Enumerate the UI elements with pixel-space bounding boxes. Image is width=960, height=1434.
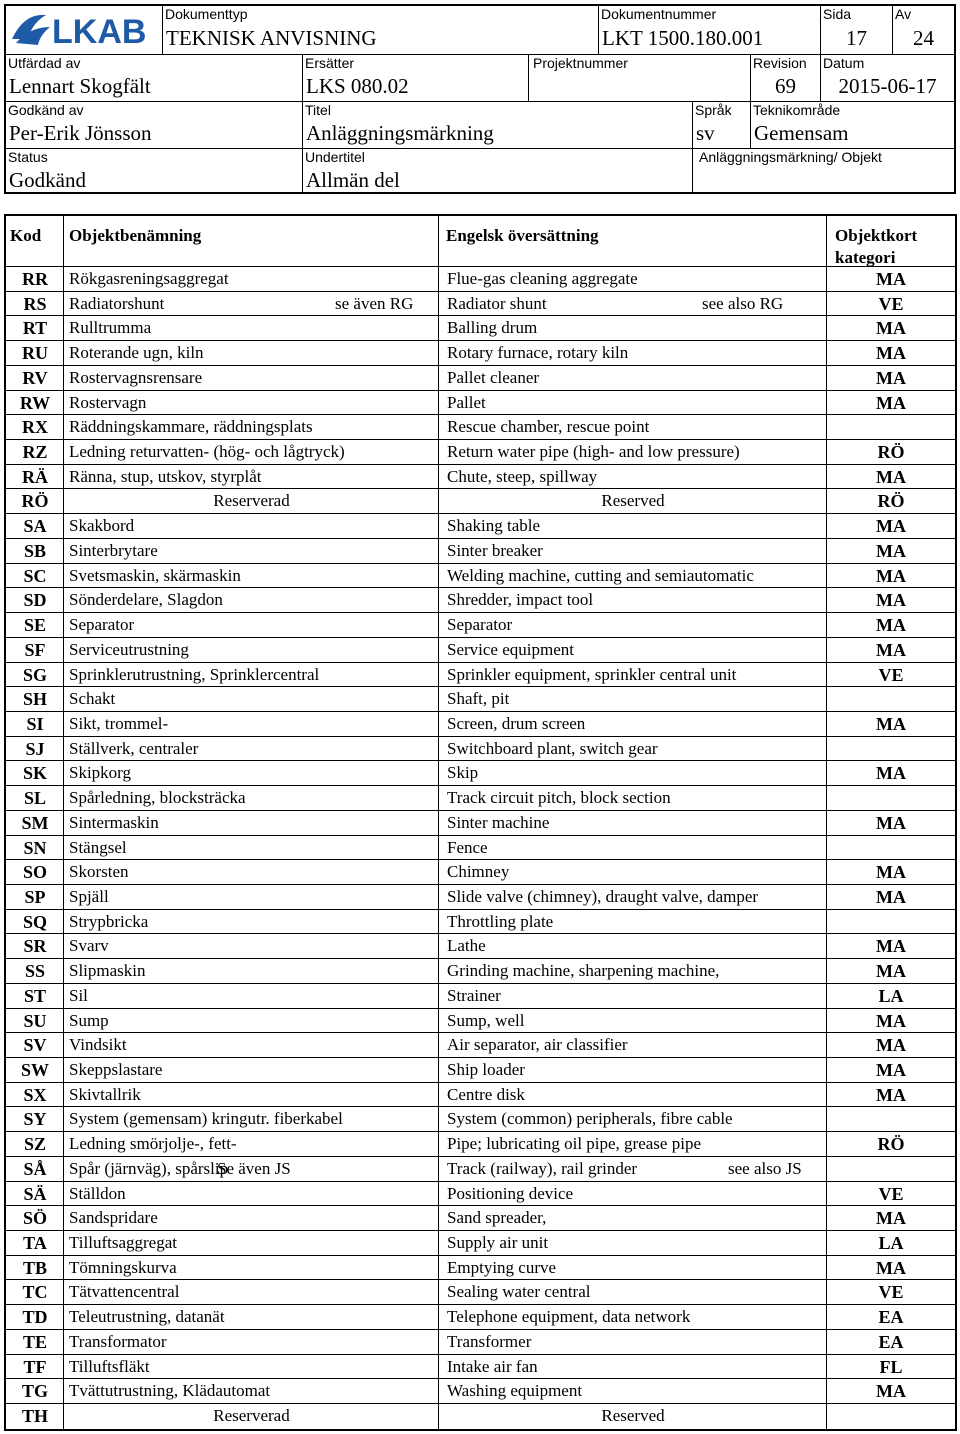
row-objektkort-kategori: FL — [879, 1356, 903, 1377]
sida-value: 17 — [846, 26, 867, 50]
document-header — [4, 4, 956, 194]
row-engelsk: Telephone equipment, data network — [447, 1307, 691, 1327]
row-objektkort-kategori: MA — [876, 1257, 906, 1278]
table-row — [6, 588, 955, 613]
table-row — [6, 1206, 955, 1231]
row-kod: TH — [21, 1406, 48, 1427]
table-row — [6, 687, 955, 712]
titel-cell — [302, 101, 692, 148]
av-value: 24 — [913, 26, 934, 50]
sida-label: Sida — [823, 6, 852, 22]
row-kod: RR — [22, 269, 48, 289]
row-objektkort-kategori: LA — [878, 985, 904, 1006]
row-kod: SQ — [22, 911, 47, 932]
row-kod: TF — [23, 1356, 47, 1377]
dokumentnummer-label: Dokumentnummer — [601, 6, 717, 22]
ersatter-label: Ersätter — [305, 55, 355, 71]
row-engelsk: Chimney — [447, 862, 510, 882]
row-engelsk: Sand spreader, — [447, 1208, 547, 1228]
dokumenttyp-label: Dokumenttyp — [165, 6, 248, 22]
row-engelsk: Throttling plate — [447, 911, 554, 931]
row-kod: SP — [24, 886, 46, 907]
utfardad-label: Utfärdad av — [8, 55, 81, 71]
row-engelsk-note: see also JS — [728, 1158, 802, 1178]
sprak-value: sv — [696, 121, 715, 145]
row-objektkort-kategori: MA — [876, 862, 906, 883]
row-objektbenamning: Ränna, stup, utskov, styrplåt — [69, 466, 262, 486]
ersatter-cell — [302, 54, 528, 101]
sida-cell — [820, 6, 892, 54]
row-objektkort-kategori: MA — [876, 1208, 906, 1229]
row-kod: SJ — [25, 738, 45, 759]
row-kod: TA — [23, 1233, 47, 1254]
row-objektbenamning: Skivtallrik — [69, 1084, 141, 1104]
row-objektkort-kategori: EA — [878, 1331, 904, 1352]
undertitel-label: Undertitel — [305, 149, 365, 165]
table-row — [6, 761, 955, 786]
datum-value: 2015-06-17 — [838, 74, 937, 98]
row-objektbenamning: Sönderdelare, Slagdon — [69, 590, 223, 610]
row-objektbenamning: Stängsel — [69, 837, 127, 857]
table-row — [6, 613, 955, 638]
row-engelsk: Positioning device — [447, 1183, 574, 1203]
row-objektkort-kategori — [827, 786, 955, 810]
row-objektbenamning: Tätvattencentral — [69, 1282, 180, 1302]
row-objektbenamning: Schakt — [69, 689, 116, 709]
table-body — [6, 267, 955, 1429]
row-objektbenamning: Separator — [69, 615, 135, 635]
row-kod: RW — [19, 392, 51, 413]
row-objektbenamning: Räddningskammare, räddningsplats — [69, 417, 313, 437]
table-row — [6, 465, 955, 490]
row-objektbenamning: System (gemensam) kringutr. fiberkabel — [69, 1109, 343, 1129]
teknikomrade-value: Gemensam — [754, 121, 849, 145]
row-objektkort-kategori — [827, 687, 955, 711]
row-engelsk: Sinter machine — [447, 812, 550, 832]
status-cell — [6, 148, 302, 192]
row-objektbenamning: Slipmaskin — [69, 961, 146, 981]
row-kod: TB — [22, 1257, 47, 1278]
row-engelsk: Supply air unit — [447, 1233, 549, 1253]
row-objektbenamning: Sinterbrytare — [69, 540, 158, 560]
table-row — [6, 1305, 955, 1330]
table-row — [6, 1009, 955, 1034]
row-engelsk: Return water pipe (high- and low pressure) — [447, 442, 740, 462]
table-row — [6, 366, 955, 391]
table-row — [6, 934, 955, 959]
row-objektbenamning: Spjäll — [69, 886, 109, 906]
row-objektkort-kategori: MA — [876, 763, 906, 784]
row-objektbenamning: Tömningskurva — [69, 1257, 177, 1277]
row-objektkort-kategori: MA — [876, 318, 906, 339]
row-objektkort-kategori — [827, 737, 955, 761]
row-engelsk: Fence — [447, 837, 488, 857]
table-row — [6, 1355, 955, 1380]
row-engelsk: Pallet cleaner — [447, 367, 540, 387]
row-kod: SÖ — [22, 1208, 47, 1229]
row-objektbenamning: Ställdon — [69, 1183, 126, 1203]
row-objektbenamning: Sandspridare — [69, 1208, 158, 1228]
table-row — [6, 489, 955, 514]
row-kod: TE — [22, 1331, 47, 1352]
titel-label: Titel — [305, 102, 331, 118]
row-objektbenamning: Reserverad — [213, 1406, 290, 1426]
teknikomrade-label: Teknikområde — [753, 102, 841, 118]
row-kod: RU — [22, 343, 48, 364]
projektnummer-cell — [528, 54, 750, 101]
row-engelsk: Pipe; lubricating oil pipe, grease pipe — [447, 1134, 701, 1154]
row-kod: SO — [22, 862, 47, 883]
row-objektkort-kategori — [827, 1157, 955, 1181]
row-kod: ST — [23, 985, 47, 1006]
row-objektbenamning: Sikt, trommel- — [69, 713, 169, 733]
row-kod: RÄ — [22, 466, 48, 487]
row-engelsk: Radiator shunt — [447, 293, 547, 313]
sprak-cell — [692, 101, 750, 148]
row-objektkort-kategori — [827, 415, 955, 439]
row-kod: SE — [23, 615, 47, 636]
table-row — [6, 1033, 955, 1058]
row-objektbenamning: Skorsten — [69, 862, 129, 882]
header-kod: Kod — [10, 226, 42, 245]
row-objektbenamning: Skipkorg — [69, 763, 132, 783]
table-row — [6, 1058, 955, 1083]
row-objektkort-kategori: EA — [878, 1307, 904, 1328]
table-row — [6, 712, 955, 737]
row-kod: SÅ — [23, 1158, 47, 1179]
row-engelsk: Sump, well — [447, 1010, 525, 1030]
row-objektbenamning: Spårledning, blocksträcka — [69, 788, 246, 808]
ersatter-value: LKS 080.02 — [306, 74, 409, 98]
titel-value: Anläggningsmärkning — [306, 121, 494, 145]
table-row — [6, 811, 955, 836]
row-objektkort-kategori: MA — [876, 367, 906, 388]
table-row — [6, 564, 955, 589]
row-kod: SL — [23, 788, 47, 809]
kategori-cell — [692, 148, 954, 192]
row-kod: RV — [22, 367, 48, 388]
row-objektbenamning: Rostervagnsrensare — [69, 367, 203, 387]
row-objektkort-kategori — [827, 910, 955, 934]
row-objektkort-kategori: RÖ — [877, 1134, 905, 1155]
row-objektkort-kategori: VE — [878, 1183, 904, 1204]
row-engelsk: Centre disk — [447, 1084, 525, 1104]
row-engelsk: Ship loader — [447, 1060, 525, 1079]
row-kod: SI — [26, 713, 44, 734]
row-engelsk: Flue-gas cleaning aggregate — [447, 269, 638, 288]
row-kod: SX — [23, 1084, 47, 1105]
table-row — [6, 1083, 955, 1108]
row-objektbenamning: Sintermaskin — [69, 812, 159, 832]
row-engelsk: Transformer — [447, 1331, 532, 1351]
row-engelsk: Reserved — [601, 1406, 665, 1426]
row-objektbenamning: Tvättutrustning, Klädautomat — [69, 1381, 271, 1401]
row-kod: RZ — [22, 442, 48, 463]
row-objektbenamning: Roterande ugn, kiln — [69, 343, 204, 363]
row-objektbenamning: Rökgasreningsaggregat — [69, 269, 229, 288]
row-objektkort-kategori: MA — [876, 343, 906, 364]
table-row — [6, 415, 955, 440]
table-row — [6, 316, 955, 341]
row-objektkort-kategori: MA — [876, 516, 906, 537]
row-engelsk: Chute, steep, spillway — [447, 466, 598, 486]
av-label: Av — [895, 6, 912, 22]
table-row — [6, 737, 955, 762]
row-objektbenamning: Tilluftsfläkt — [69, 1356, 150, 1376]
row-engelsk: Shaft, pit — [447, 689, 510, 709]
row-objektbenamning: Sprinklerutrustning, Sprinklercentral — [69, 664, 320, 684]
row-engelsk: Air separator, air classifier — [447, 1035, 628, 1055]
table-row — [6, 267, 955, 292]
row-engelsk: Intake air fan — [447, 1356, 538, 1376]
table-row — [6, 910, 955, 935]
table-row — [6, 786, 955, 811]
objekt-table — [4, 214, 957, 1431]
table-row — [6, 1157, 955, 1182]
row-kod: TD — [22, 1307, 48, 1328]
row-objektbenamning: Sump — [69, 1010, 109, 1030]
dokumenttyp-cell — [162, 6, 598, 54]
row-kod: SR — [23, 936, 47, 957]
row-objektbenamning: Svetsmaskin, skärmaskin — [69, 565, 241, 585]
table-row — [6, 638, 955, 663]
row-objektkort-kategori: RÖ — [877, 491, 905, 512]
row-kod: TG — [21, 1381, 48, 1402]
godkand-av-value: Per-Erik Jönsson — [9, 121, 152, 145]
table-row — [6, 1132, 955, 1157]
row-objektbenamning: Spår (järnväg), spårslip — [69, 1158, 229, 1178]
row-engelsk: Separator — [447, 615, 513, 635]
revision-label: Revision — [753, 55, 807, 71]
table-row — [6, 860, 955, 885]
row-objektkort-kategori: MA — [876, 639, 906, 660]
row-engelsk: Slide valve (chimney), draught valve, damper — [447, 886, 759, 906]
row-kod: SD — [23, 590, 47, 611]
row-objektbenamning: Rulltrumma — [69, 318, 152, 338]
row-objektbenamning: Serviceutrustning — [69, 639, 189, 659]
row-objektkort-kategori: VE — [878, 293, 904, 314]
row-kod: SS — [24, 961, 46, 982]
row-objektkort-kategori: MA — [876, 713, 906, 734]
table-row — [6, 984, 955, 1009]
table-row — [6, 539, 955, 564]
row-objektkort-kategori: MA — [876, 1035, 906, 1056]
row-objektkort-kategori: MA — [876, 1010, 906, 1031]
row-engelsk: Balling drum — [447, 318, 538, 338]
row-objektbenamning: Skeppslastare — [69, 1060, 163, 1079]
row-objektbenamning: Skakbord — [69, 516, 135, 536]
row-engelsk: Screen, drum screen — [447, 713, 586, 733]
row-kod: SÄ — [23, 1183, 47, 1204]
kategori-text: Anläggningsmärkning/ Objekt — [699, 149, 882, 165]
row-engelsk: Sealing water central — [447, 1282, 591, 1302]
row-objektbenamning: Radiatorshunt — [69, 293, 165, 313]
row-kod: SF — [24, 639, 46, 660]
row-objektbenamning-note: se även RG — [335, 293, 414, 313]
row-kod: SB — [23, 540, 47, 561]
undertitel-cell — [302, 148, 692, 192]
row-kod: TC — [22, 1282, 48, 1303]
row-engelsk: Lathe — [447, 936, 486, 956]
table-header — [6, 216, 955, 267]
row-engelsk: Pallet — [447, 392, 486, 412]
sprak-label: Språk — [695, 102, 732, 118]
row-kod: SW — [20, 1060, 49, 1080]
row-objektkort-kategori: MA — [876, 1084, 906, 1105]
row-objektkort-kategori: MA — [876, 886, 906, 907]
row-objektkort-kategori: MA — [876, 1060, 906, 1080]
row-objektkort-kategori — [827, 1107, 955, 1131]
row-engelsk: System (common) peripherals, fibre cable — [447, 1109, 733, 1129]
utfardad-cell — [6, 54, 302, 101]
row-engelsk: Shaking table — [447, 516, 541, 536]
row-objektbenamning: Ledning smörjolje-, fett- — [69, 1134, 237, 1154]
row-engelsk: Track circuit pitch, block section — [447, 788, 671, 808]
row-objektkort-kategori: MA — [876, 392, 906, 413]
row-kod: SU — [23, 1010, 47, 1031]
datum-label: Datum — [823, 55, 865, 71]
header-engelsk: Engelsk översättning — [446, 226, 599, 245]
row-objektbenamning: Teleutrustning, datanät — [69, 1307, 225, 1327]
av-cell — [892, 6, 954, 54]
row-engelsk: Skip — [447, 763, 479, 783]
row-kod: RS — [23, 293, 47, 314]
table-row — [6, 1107, 955, 1132]
row-kod: SY — [23, 1109, 47, 1130]
row-engelsk: Grinding machine, sharpening machine, — [447, 961, 720, 981]
lkab-logo — [10, 9, 160, 51]
table-row — [6, 959, 955, 984]
row-objektkort-kategori: MA — [876, 615, 906, 636]
table-row — [6, 663, 955, 688]
row-objektbenamning: Transformator — [69, 1331, 167, 1351]
table-row — [6, 1404, 955, 1429]
row-objektkort-kategori: MA — [876, 466, 906, 487]
header-objektbenamning: Objektbenämning — [69, 226, 202, 245]
row-engelsk: Welding machine, cutting and semiautomatic — [447, 565, 754, 585]
header-kategori: kategori — [835, 248, 896, 267]
row-kod: SM — [21, 812, 49, 833]
row-objektkort-kategori — [827, 1404, 955, 1429]
revision-value: 69 — [775, 74, 796, 98]
row-engelsk: Sinter breaker — [447, 540, 543, 560]
undertitel-value: Allmän del — [306, 168, 400, 192]
table-row — [6, 391, 955, 416]
row-objektbenamning: Vindsikt — [69, 1035, 127, 1055]
row-kod: SC — [23, 565, 47, 586]
row-objektkort-kategori: VE — [878, 1282, 904, 1303]
table-row — [6, 440, 955, 465]
dokumentnummer-value: LKT 1500.180.001 — [602, 26, 764, 50]
row-objektkort-kategori: MA — [876, 961, 906, 982]
row-objektkort-kategori: MA — [876, 1381, 906, 1402]
row-kod: RX — [22, 417, 48, 438]
row-engelsk: Washing equipment — [447, 1381, 583, 1401]
row-engelsk: Service equipment — [447, 639, 574, 659]
row-engelsk: Sprinkler equipment, sprinkler central unit — [447, 664, 737, 684]
row-objektbenamning: Tilluftsaggregat — [69, 1233, 177, 1253]
row-engelsk: Rotary furnace, rotary kiln — [447, 343, 629, 363]
table-row — [6, 1379, 955, 1404]
row-objektkort-kategori: MA — [876, 540, 906, 561]
row-kod: SG — [22, 664, 47, 685]
table-row — [6, 514, 955, 539]
row-objektbenamning: Svarv — [69, 936, 109, 956]
row-kod: SH — [22, 689, 47, 710]
row-objektkort-kategori: MA — [876, 936, 906, 957]
row-objektkort-kategori: MA — [876, 590, 906, 611]
row-kod: SN — [23, 837, 47, 858]
datum-cell — [820, 54, 954, 101]
row-objektbenamning-note: Se även JS — [217, 1158, 291, 1178]
row-kod: SK — [22, 763, 47, 784]
logo-cell — [6, 6, 162, 54]
table-row — [6, 1330, 955, 1355]
row-objektkort-kategori: VE — [878, 664, 904, 685]
table-row — [6, 1256, 955, 1281]
table-row — [6, 836, 955, 861]
status-label: Status — [8, 149, 48, 165]
utfardad-value: Lennart Skogfält — [9, 74, 151, 98]
row-objektkort-kategori: MA — [876, 269, 906, 289]
revision-cell — [750, 54, 820, 101]
row-objektkort-kategori: RÖ — [877, 442, 905, 463]
teknikomrade-cell — [750, 101, 954, 148]
table-row — [6, 292, 955, 317]
row-objektkort-kategori: MA — [876, 812, 906, 833]
header-objektkort: Objektkort — [835, 226, 918, 245]
row-objektbenamning: Ställverk, centraler — [69, 738, 199, 758]
row-engelsk: Shredder, impact tool — [447, 590, 594, 610]
row-objektkort-kategori: MA — [876, 565, 906, 586]
table-row — [6, 885, 955, 910]
row-engelsk: Track (railway), rail grinder — [447, 1158, 638, 1178]
table-row — [6, 1182, 955, 1207]
row-engelsk: Switchboard plant, switch gear — [447, 738, 658, 758]
table-row — [6, 341, 955, 366]
row-engelsk: Strainer — [447, 985, 501, 1005]
row-objektbenamning: Ledning returvatten- (hög- och lågtryck) — [69, 442, 345, 462]
row-kod: RÖ — [21, 491, 49, 512]
status-value: Godkänd — [9, 168, 86, 192]
row-objektbenamning: Sil — [69, 985, 88, 1005]
row-kod: SZ — [23, 1134, 47, 1155]
row-engelsk: Emptying curve — [447, 1257, 557, 1277]
row-engelsk: Rescue chamber, rescue point — [447, 417, 650, 437]
dokumenttyp-value: TEKNISK ANVISNING — [166, 26, 377, 50]
row-engelsk: Reserved — [601, 491, 665, 511]
row-kod: SV — [23, 1035, 47, 1056]
table-row — [6, 1231, 955, 1256]
dokumentnummer-cell — [598, 6, 820, 54]
table-row — [6, 1280, 955, 1305]
row-objektkort-kategori: LA — [878, 1233, 904, 1254]
row-kod: SA — [23, 516, 47, 537]
row-objektkort-kategori — [827, 836, 955, 860]
row-kod: RT — [22, 318, 48, 339]
row-objektbenamning: Strypbricka — [69, 911, 149, 931]
row-objektbenamning: Rostervagn — [69, 392, 147, 412]
row-engelsk-note: see also RG — [702, 293, 784, 313]
godkand-av-label: Godkänd av — [8, 102, 84, 118]
godkand-av-cell — [6, 101, 302, 148]
projektnummer-label: Projektnummer — [533, 55, 628, 71]
logo-text: LKAB — [52, 13, 147, 51]
row-objektbenamning: Reserverad — [213, 491, 290, 511]
